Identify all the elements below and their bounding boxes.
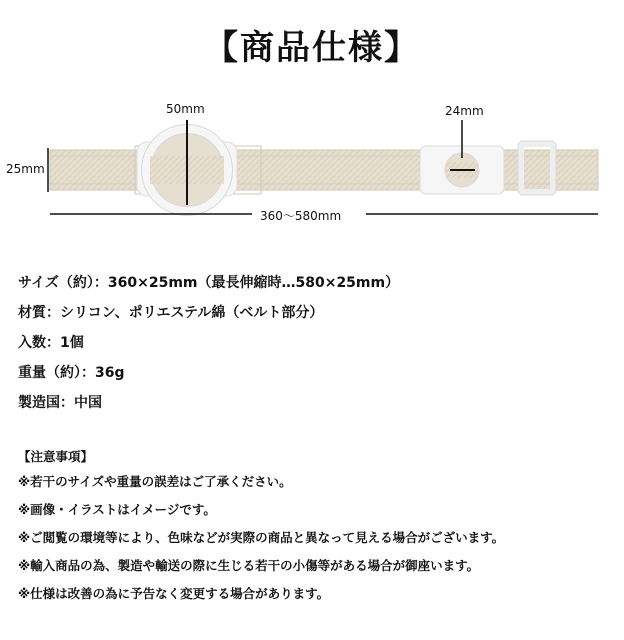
note-item: ※ご閲覧の環境等により、色味などが実際の商品と異なって見える場合がございます。 <box>18 530 505 545</box>
height-label: 25mm <box>6 162 45 176</box>
clip-width-label: 24mm <box>445 104 484 118</box>
spec-material: 材質：シリコン、ポリエステル綿（ベルト部分） <box>18 305 324 321</box>
length-label: 360〜580mm <box>260 209 342 223</box>
spec-quantity: 入数：1個 <box>18 335 84 351</box>
spec-origin: 製造国：中国 <box>18 395 102 411</box>
notes-section <box>18 446 504 608</box>
note-item: ※若干のサイズや重量の誤差はご了承ください。 <box>18 474 292 489</box>
note-item: ※仕様は改善の為に予告なく変更する場合があります。 <box>18 586 330 601</box>
strap-diagram <box>0 0 624 240</box>
page-title: 【商品仕様】 <box>204 28 420 68</box>
spec-list <box>18 268 399 418</box>
notes-title: 【注意事項】 <box>18 449 94 464</box>
note-item: ※輸入商品の為、製造や輸送の際に生じる若干の小傷等がある場合が御座います。 <box>18 558 480 573</box>
product-illustration <box>0 0 624 240</box>
spec-size: サイズ（約）：360×25mm（最長伸縮時…580×25mm） <box>18 275 400 291</box>
note-item: ※画像・イラストはイメージです。 <box>18 502 216 517</box>
spec-weight: 重量（約）：36g <box>18 365 125 381</box>
ring-diameter-label: 50mm <box>166 102 205 116</box>
